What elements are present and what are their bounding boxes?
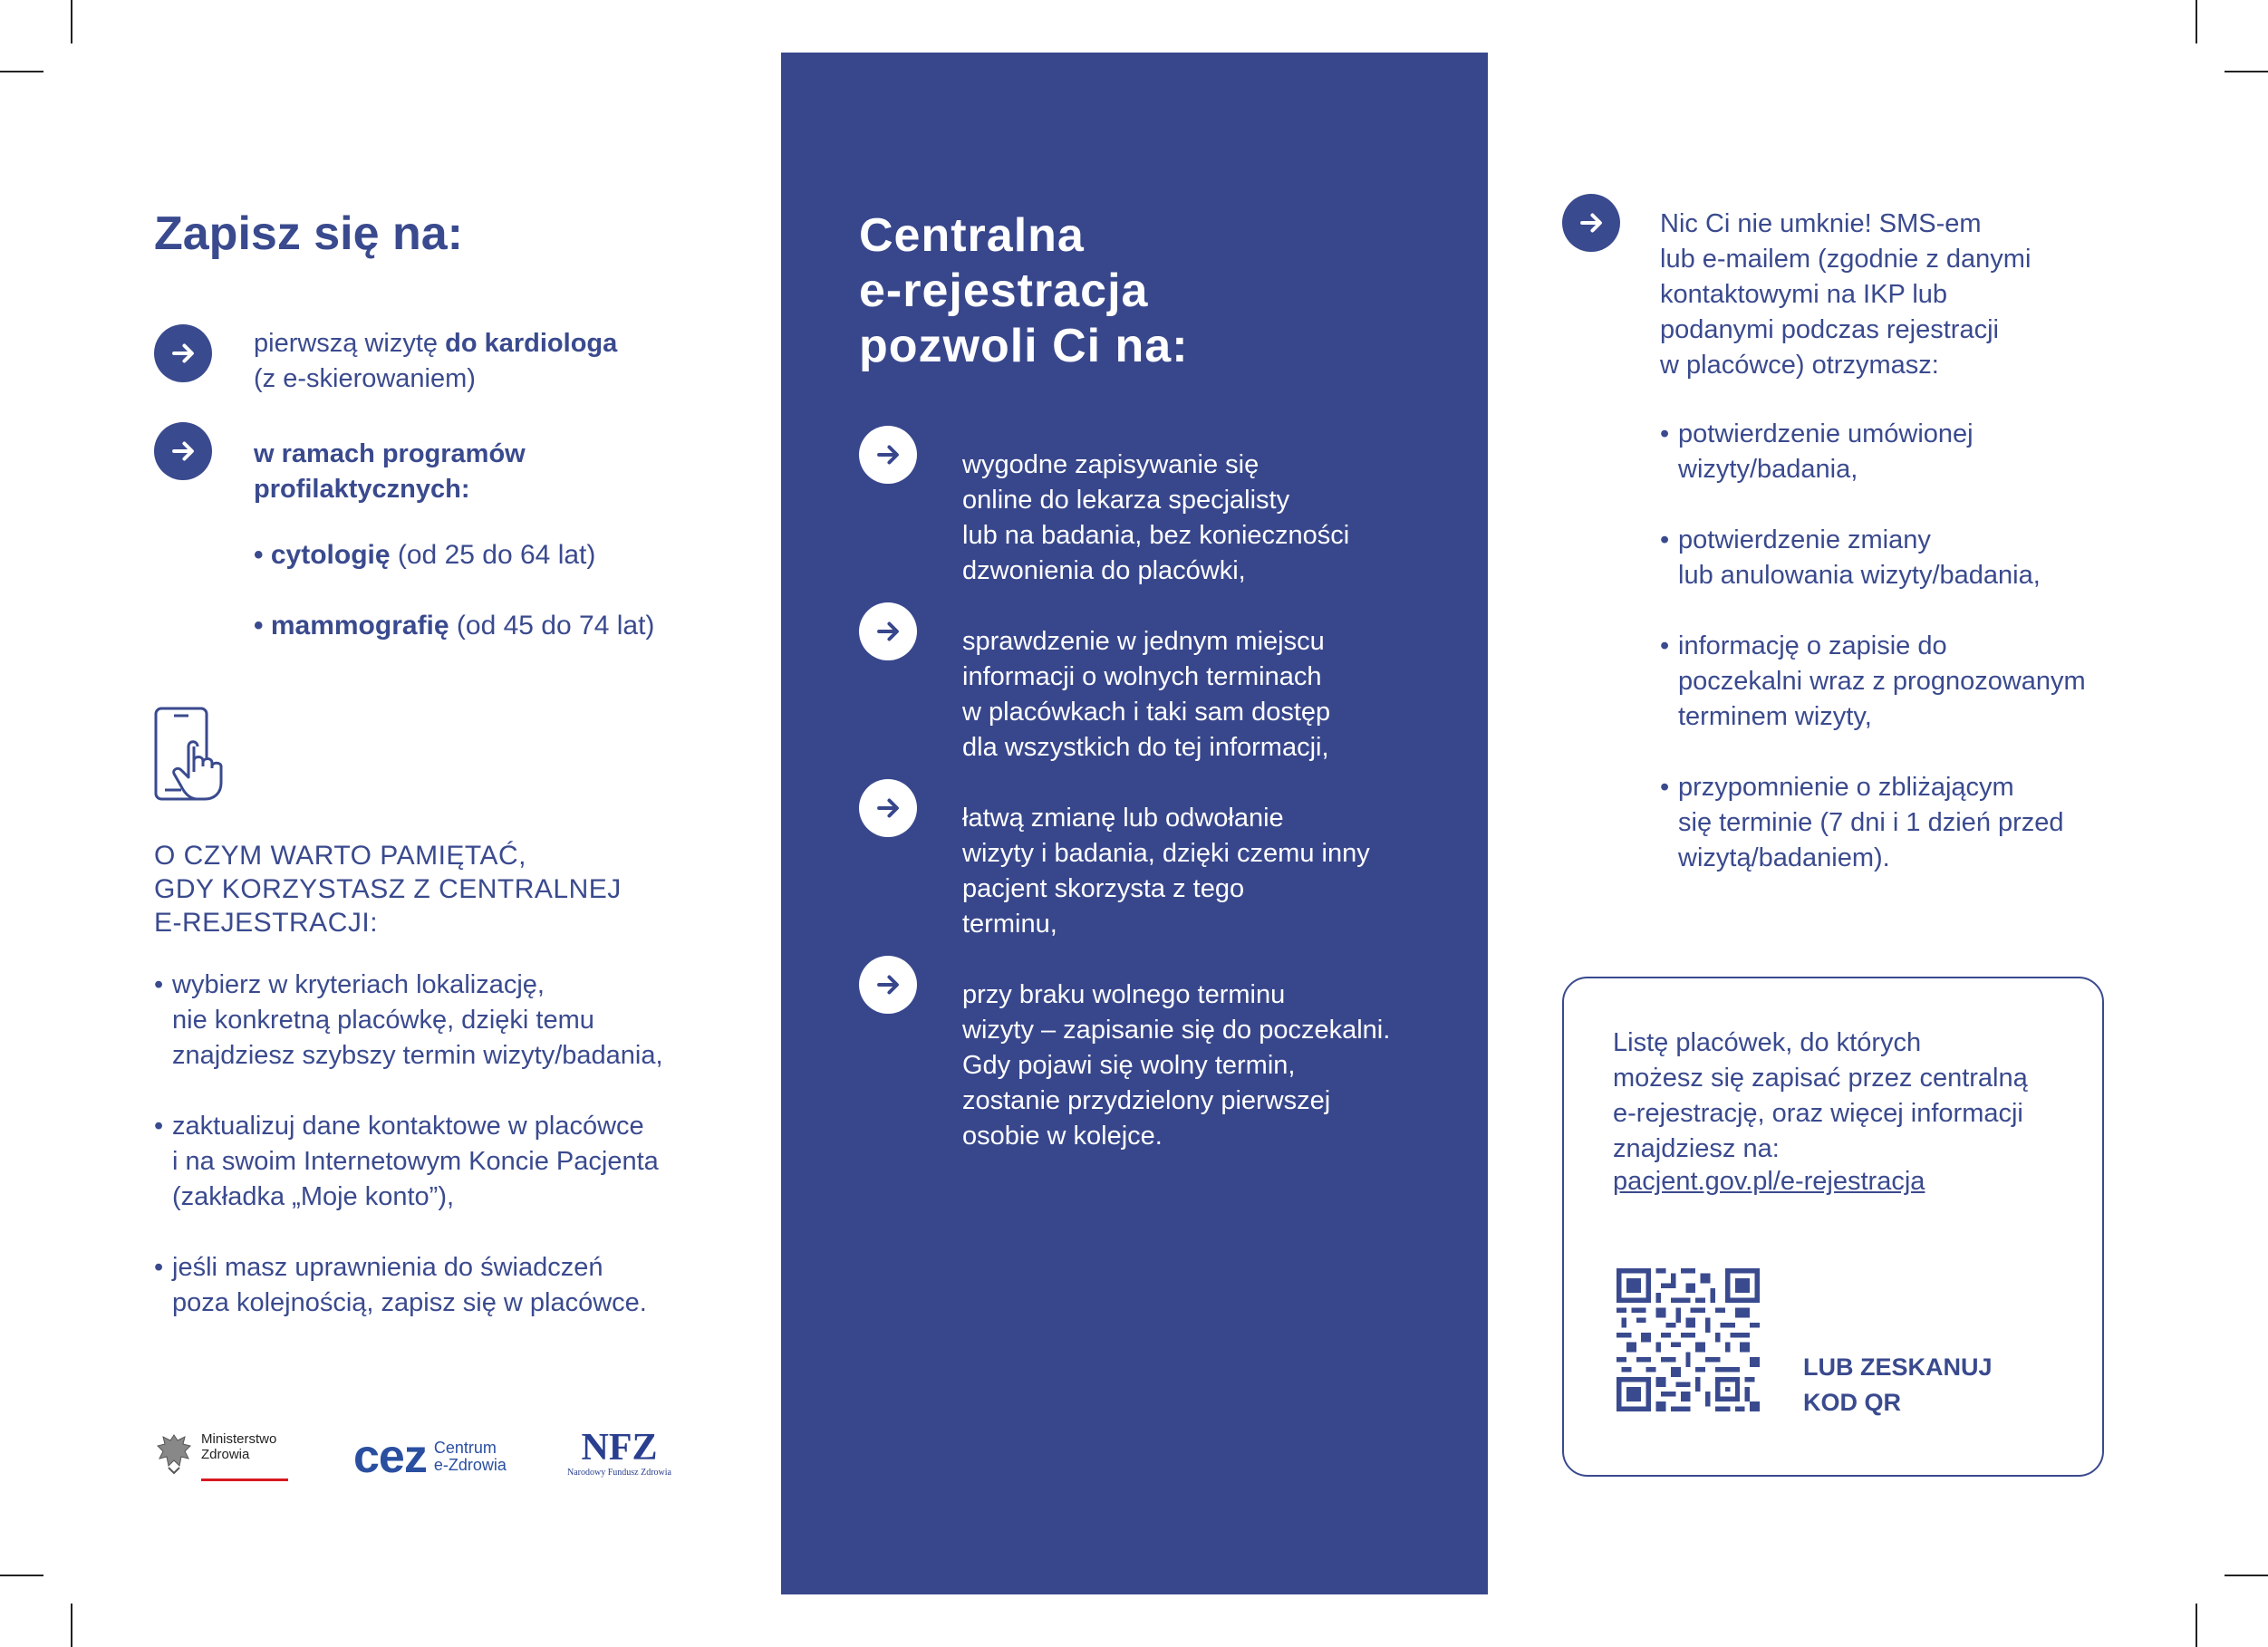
item-line: pacjent skorzysta z tego bbox=[962, 874, 1245, 903]
scan-qr-label bbox=[1803, 1350, 1993, 1421]
item-text-pre: pierwszą wizytę bbox=[254, 329, 446, 358]
intro-line: Nic Ci nie umknie! SMS-em bbox=[1660, 209, 1982, 238]
item-line: wygodne zapisywanie się bbox=[962, 450, 1259, 479]
logo-ministry-of-health bbox=[154, 1431, 276, 1477]
item-line: nie konkretną placówkę, dzięki temu bbox=[172, 1006, 594, 1035]
sub-bullet-cytology: • cytologię (od 25 do 64 lat) bbox=[254, 540, 596, 570]
item-line: terminu, bbox=[962, 910, 1057, 939]
item-line: poczekalni wraz z prognozowanym bbox=[1678, 667, 2086, 696]
logo-divider bbox=[201, 1478, 288, 1481]
registration-link[interactable]: pacjent.gov.pl/e-rejestracja bbox=[1613, 1167, 1925, 1196]
logo-text: Narodowy Fundusz Zdrowia bbox=[567, 1468, 671, 1478]
item-line: lub na badania, bez konieczności bbox=[962, 521, 1350, 550]
intro-line: podanymi podczas rejestracji bbox=[1660, 315, 1999, 344]
item-line: • informację o zapisie do bbox=[1678, 631, 1947, 660]
sub-bullet-bold: mammografię bbox=[270, 611, 449, 640]
crop-mark bbox=[2196, 1604, 2197, 1647]
info-line: Listę placówek, do których bbox=[1613, 1028, 1922, 1057]
item-text-bold: profilaktycznych: bbox=[254, 475, 470, 504]
sub-bullet-text: (od 25 do 64 lat) bbox=[390, 540, 596, 570]
title-line: e-rejestracja bbox=[859, 265, 1149, 317]
arrow-right-icon bbox=[859, 956, 917, 1014]
item-line: w placówkach i taki sam dostęp bbox=[962, 698, 1331, 727]
item-line: poza kolejnością, zapisz się w placówce. bbox=[172, 1288, 647, 1317]
item-line: znajdziesz szybszy termin wizyty/badania, bbox=[172, 1041, 663, 1070]
heading-line: O CZYM WARTO PAMIĘTAĆ, bbox=[154, 841, 527, 871]
list-item bbox=[154, 1250, 716, 1321]
item-line: wizyty i badania, dzięki czemu inny bbox=[962, 839, 1370, 868]
logo-wordmark: cez bbox=[353, 1430, 427, 1483]
logos-row bbox=[154, 1422, 716, 1486]
item-text-bold: do kardiologa bbox=[445, 329, 618, 358]
info-box bbox=[1562, 977, 2104, 1477]
intro-line: kontaktowymi na IKP lub bbox=[1660, 280, 1948, 309]
scan-line: KOD QR bbox=[1803, 1389, 1901, 1416]
item-line: Gdy pojawi się wolny termin, bbox=[962, 1051, 1296, 1080]
logo-text: Zdrowia bbox=[201, 1447, 250, 1462]
crop-mark bbox=[2225, 71, 2268, 72]
arrow-right-icon bbox=[859, 426, 917, 484]
list-item bbox=[1660, 629, 2131, 735]
item-text bbox=[254, 437, 716, 507]
sub-bullet-mammography: • mammografię (od 45 do 74 lat) bbox=[254, 611, 655, 640]
logo-text: Centrum bbox=[433, 1439, 497, 1457]
list-item bbox=[154, 1109, 716, 1215]
scan-line: LUB ZESKANUJ bbox=[1803, 1353, 1993, 1381]
info-line: możesz się zapisać przez centralną bbox=[1613, 1064, 2028, 1093]
logo-nfz bbox=[567, 1428, 671, 1478]
item-line: • potwierdzenie umówionej bbox=[1678, 419, 1974, 448]
arrow-right-icon bbox=[859, 779, 917, 837]
item-line: informacji o wolnych terminach bbox=[962, 662, 1322, 691]
info-line: e-rejestrację, oraz więcej informacji bbox=[1613, 1099, 2023, 1128]
info-line: znajdziesz na: bbox=[1613, 1134, 1780, 1163]
title-line: Centralna bbox=[859, 209, 1085, 262]
item-line: wizyty/badania, bbox=[1678, 455, 1858, 484]
crop-mark bbox=[71, 1604, 72, 1647]
right-panel bbox=[1562, 0, 2124, 1647]
phone-touch-icon bbox=[154, 707, 227, 804]
item-line: terminem wizyty, bbox=[1678, 702, 1872, 731]
left-title: Zapisz się na: bbox=[154, 207, 463, 260]
item-line: online do lekarza specjalisty bbox=[962, 486, 1290, 515]
crop-mark bbox=[71, 0, 72, 43]
left-panel bbox=[154, 0, 716, 1647]
list-item bbox=[1660, 523, 2131, 593]
logo-text: e-Zdrowia bbox=[433, 1456, 507, 1474]
item-line: • zaktualizuj dane kontaktowe w placówce bbox=[172, 1112, 644, 1141]
item-line: wizyty – zapisanie się do poczekalni. bbox=[962, 1016, 1391, 1045]
item-line: i na swoim Internetowym Koncie Pacjenta bbox=[172, 1147, 659, 1176]
intro-line: lub e-mailem (zgodnie z danymi bbox=[1660, 245, 2032, 274]
logo-text: Ministerstwo bbox=[201, 1431, 277, 1447]
item-line: wizytą/badaniem). bbox=[1678, 843, 1890, 872]
crop-mark bbox=[2196, 0, 2197, 43]
item-line: łatwą zmianę lub odwołanie bbox=[962, 804, 1284, 833]
item-text bbox=[254, 326, 716, 397]
crop-mark bbox=[0, 71, 43, 72]
item-line: zostanie przydzielony pierwszej bbox=[962, 1086, 1331, 1115]
item-line: (zakładka „Moje konto”), bbox=[172, 1182, 455, 1211]
item-line: • jeśli masz uprawnienia do świadczeń bbox=[172, 1253, 603, 1282]
eagle-icon bbox=[154, 1431, 194, 1477]
item-text-line: (z e-skierowaniem) bbox=[254, 364, 476, 393]
arrow-right-icon bbox=[154, 422, 212, 480]
item-line: osobie w kolejce. bbox=[962, 1122, 1163, 1151]
item-line: • przypomnienie o zbliżającym bbox=[1678, 773, 2014, 802]
list-item bbox=[1660, 417, 2131, 487]
heading-line: E-REJESTRACJI: bbox=[154, 908, 379, 938]
middle-panel bbox=[781, 53, 1488, 1594]
sub-bullet-bold: cytologię bbox=[270, 540, 391, 570]
arrow-right-icon bbox=[154, 324, 212, 382]
intro-line: w placówce) otrzymasz: bbox=[1660, 351, 1939, 380]
list-item bbox=[1660, 770, 2131, 876]
item-line: lub anulowania wizyty/badania, bbox=[1678, 561, 2041, 590]
title-line: pozwoli Ci na: bbox=[859, 320, 1189, 372]
item-text-bold: w ramach programów bbox=[254, 439, 526, 468]
item-line: przy braku wolnego terminu bbox=[962, 980, 1286, 1009]
sub-bullet-text: (od 45 do 74 lat) bbox=[449, 611, 655, 640]
item-line: dzwonienia do placówki, bbox=[962, 556, 1246, 585]
qr-code-icon[interactable] bbox=[1613, 1268, 1763, 1411]
item-line: • potwierdzenie zmiany bbox=[1678, 525, 1931, 554]
remember-heading bbox=[154, 839, 622, 939]
crop-mark bbox=[2225, 1575, 2268, 1576]
logo-wordmark: NFZ bbox=[581, 1427, 658, 1469]
logo-cez bbox=[353, 1430, 507, 1484]
crop-mark bbox=[0, 1575, 43, 1576]
arrow-right-icon bbox=[859, 602, 917, 660]
item-line: • wybierz w kryteriach lokalizację, bbox=[172, 970, 545, 999]
arrow-right-icon bbox=[1562, 194, 1620, 252]
list-item bbox=[154, 968, 716, 1074]
item-line: dla wszystkich do tej informacji, bbox=[962, 733, 1329, 762]
heading-line: GDY KORZYSTASZ Z CENTRALNEJ bbox=[154, 874, 622, 904]
item-line: się terminie (7 dni i 1 dzień przed bbox=[1678, 808, 2064, 837]
item-line: sprawdzenie w jednym miejscu bbox=[962, 627, 1325, 656]
middle-title bbox=[859, 208, 1189, 374]
